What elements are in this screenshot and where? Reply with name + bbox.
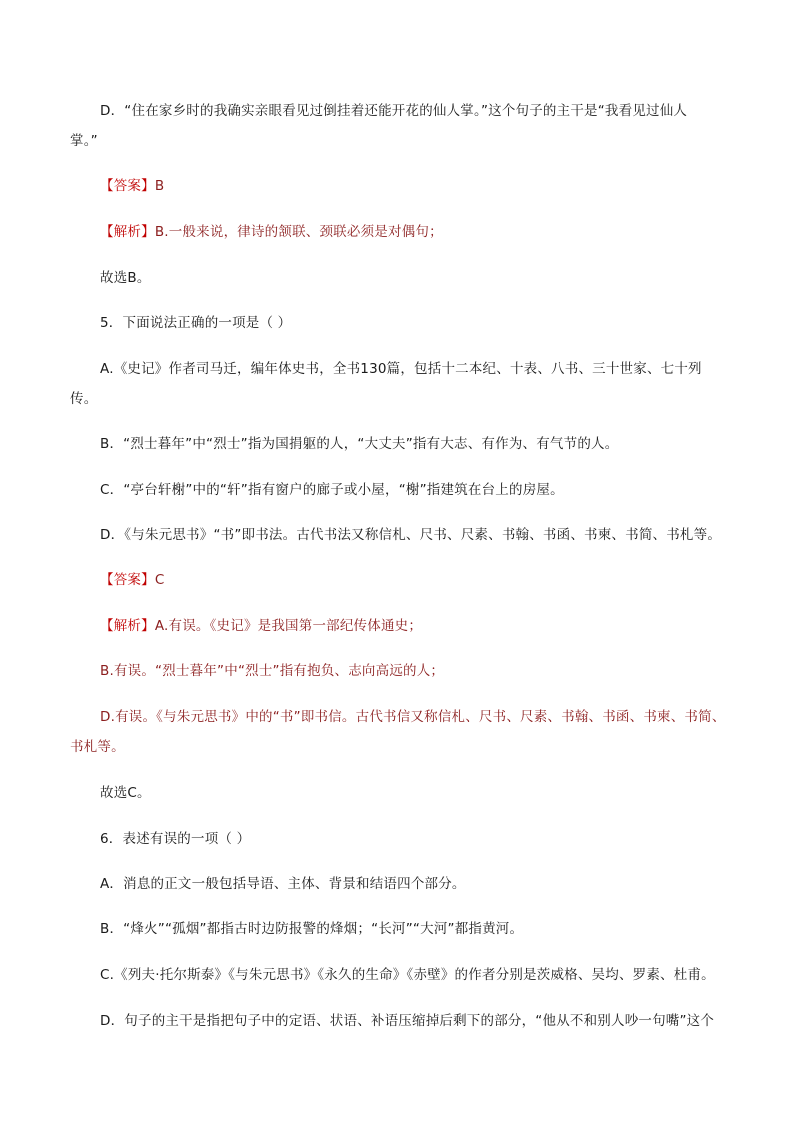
q5-option-a-line1: A.《史记》作者司马迁，编年体史书，全书130篇，包括十二本纪、十表、八书、三十世家、七十列 [100,361,702,377]
q5-analysis-d-line1: D.有误。《与朱元思书》中的“书”即书信。古代书信又称信札、尺书、尺素、书翰、书函、书柬、书简、 [100,709,726,725]
analysis-text: A.有误。《史记》是我国第一部纪传体通史； [154,618,423,634]
answer-tag: 【答案】 [100,178,155,194]
q5-analysis-a [100,616,730,636]
q5-conclusion: 故选C。 [100,785,151,801]
q5-option-d: D．《与朱元思书》“书”即书法。古代书法又称信札、尺书、尺素、书翰、书函、书柬、书简、书札等。 [100,527,722,543]
q5-answer [100,570,730,590]
q4-option-d-line1: D．“住在家乡时的我确实亲眼看见过倒挂着还能开花的仙人掌。”这个句子的主干是“我看见过仙人 [100,103,688,119]
answer-value: C [154,572,165,588]
answer-value: B [154,178,165,194]
q5-option-c: C．“亭台轩榭”中的“轩”指有窗户的廊子或小屋，“榭”指建筑在台上的房屋。 [100,482,564,498]
q6-stem: 6．表述有误的一项（ ） [100,831,251,847]
analysis-text: B.一般来说，律诗的颔联、颈联必须是对偶句； [154,224,443,240]
q5-analysis-b: B.有误。“烈士暮年”中“烈士”指有抱负、志向高远的人； [100,663,445,679]
analysis-tag: 【解析】 [100,224,155,240]
q4-answer [100,176,730,196]
q5-analysis-d-line2: 书札等。 [70,739,125,755]
q6-option-b: B．“烽火”“孤烟”都指古时边防报警的烽烟；“长河”“大河”都指黄河。 [100,921,524,937]
analysis-tag: 【解析】 [100,618,155,634]
q6-option-d-line1: D．句子的主干是指把句子中的定语、状语、补语压缩掉后剩下的部分，“他从不和别人吵一句嘴”这个 [100,1013,715,1029]
q6-option-a: A．消息的正文一般包括导语、主体、背景和结语四个部分。 [100,876,466,892]
q4-option-d-line2: 掌。” [70,133,98,149]
q5-stem: 5．下面说法正确的一项是（ ） [100,315,292,331]
answer-tag: 【答案】 [100,572,155,588]
q5-option-a-line2: 传。 [70,391,98,407]
q4-conclusion: 故选B。 [100,270,151,286]
q5-option-b: B．“烈士暮年”中“烈士”指为国捐躯的人，“大丈夫”指有大志、有作为、有气节的人。 [100,436,619,452]
q6-option-c: C.《列夫·托尔斯泰》《与朱元思书》《永久的生命》《赤壁》的作者分别是茨威格、吴均、罗素、杜甫。 [100,967,715,983]
q4-analysis [100,222,730,242]
